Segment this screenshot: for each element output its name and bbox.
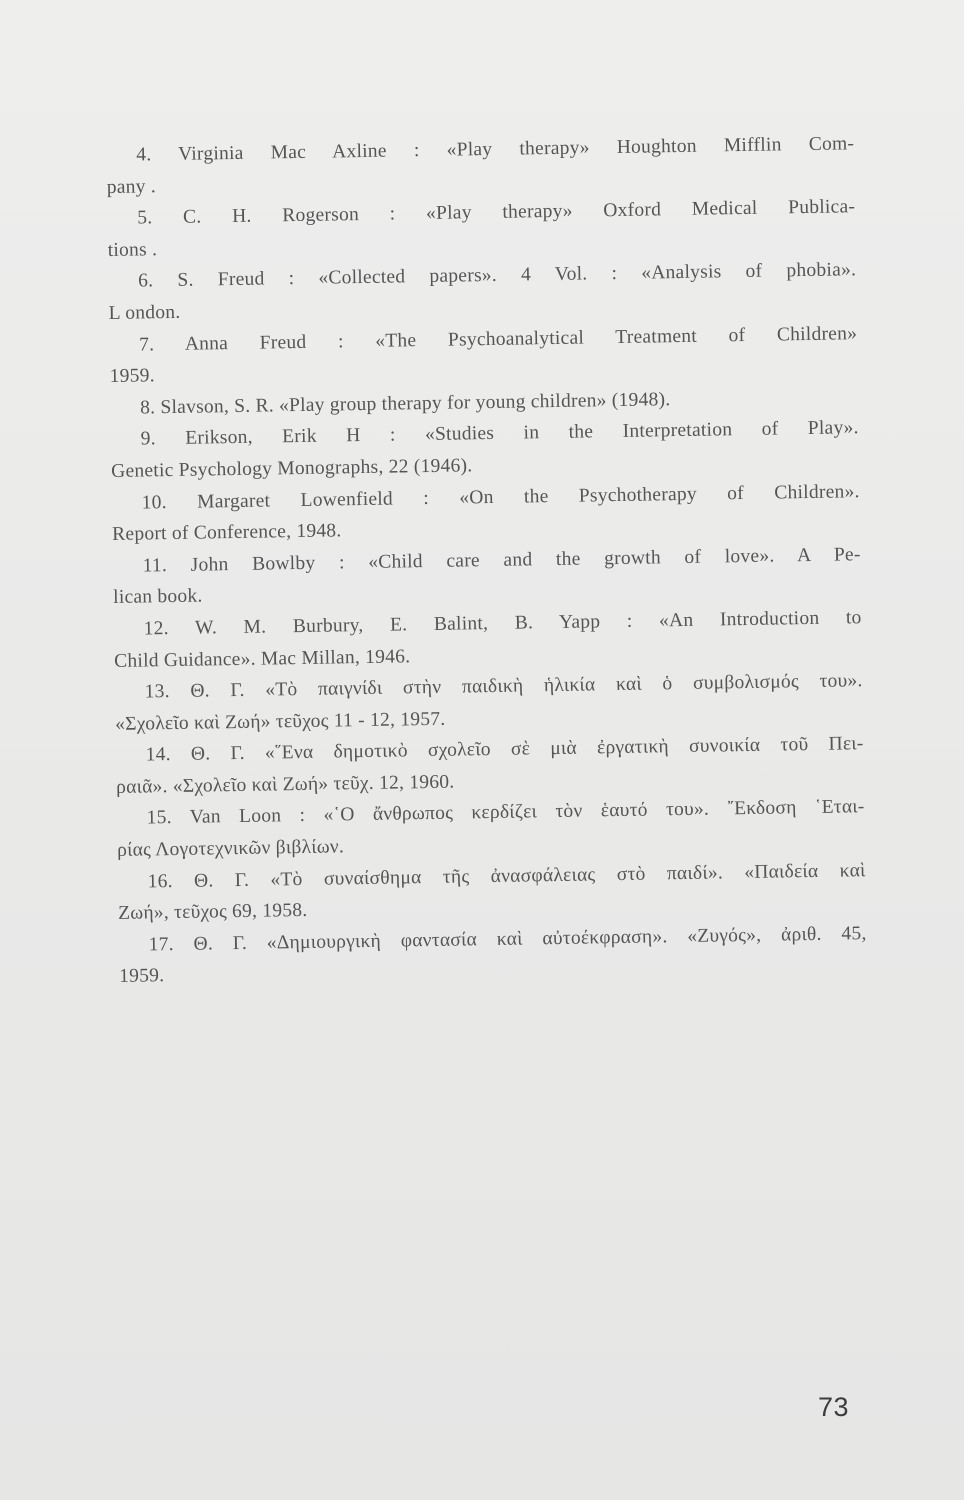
reference-number: 7. [139,333,155,356]
reference-number: 12. [143,617,169,640]
reference-line: 10. Margaret Lowenfield : «On the Psychotherapy of Children». [141,480,860,514]
reference-line: Child Guidance». Mac Millan, 1946. [114,645,411,672]
reference-item [113,602,862,677]
reference-line: 1959. [118,965,165,988]
reference-line: 14. Θ. Γ. «῞Ενα δημοτικὸ σχολεῖο σὲ μιὰ ἐργατικὴ συνοικία τοῦ Πει- [145,733,864,766]
reference-number: 5. [137,207,153,229]
reference-line: 6. S. Freud : «Collected papers». 4 Vol. : «Analysis of phobia». [138,259,857,292]
reference-item [114,665,863,740]
reference-number: 14. [145,744,171,766]
reference-list [106,128,867,993]
reference-line: Report of Conference, 1948. [112,520,342,546]
reference-item [116,792,865,867]
reference-item [107,191,856,266]
reference-line: 9. Erikson, Erik H : «Studies in the Interpretation of Play». [140,417,859,450]
reference-line: 12. W. M. Burbury, E. Balint, B. Yapp : «An Introduction to [143,607,862,640]
reference-item [117,855,866,930]
reference-line: 1959. [109,365,156,388]
reference-line: 15. Van Loon : «῾Ο ἄνθρωπος κερδίζει τὸν ἑαυτό του». ῎Εκδοση ῾Εται- [146,796,865,829]
reference-line: pany . [106,175,157,198]
reference-line: lican book. [113,585,203,609]
reference-number: 15. [146,807,172,829]
reference-line: 8. Slavson, S. R. «Play group therapy for young children» (1948). [140,388,671,419]
reference-number: 17. [148,933,174,956]
reference-line: «Σχολεῖο καὶ Ζωή» τεῦχος 11 - 12, 1957. [115,708,446,735]
reference-line: ραιᾶ». «Σχολεῖο καὶ Ζωή» τεῦχ. 12, 1960. [116,771,455,798]
reference-line: L ondon. [108,301,181,324]
reference-item [118,918,867,993]
reference-item [109,318,858,393]
reference-number: 11. [142,554,168,577]
reference-line: 5. C. H. Rogerson : «Play therapy» Oxford Medical Publica- [137,196,856,229]
reference-number: 8. [140,397,156,419]
page-number: 73 [818,1392,850,1422]
reference-number: 4. [136,144,152,166]
reference-line: Ζωή», τεῦχος 69, 1958. [117,900,308,925]
reference-line: 13. Θ. Γ. «Τὸ παιγνίδι στὴν παιδικὴ ἡλικία καὶ ὁ συμβολισμός του». [144,670,863,703]
reference-line: 16. Θ. Γ. «Τὸ συναίσθημα τῆς ἀνασφάλειας στὸ παιδί». «Παιδεία καὶ [147,859,866,893]
reference-number: 9. [140,428,156,450]
reference-number: 6. [138,270,154,292]
reference-line: 7. Anna Freud : «The Psychoanalytical Treatment of Children» [139,322,858,356]
reference-number: 13. [144,681,170,703]
reference-item [115,728,864,803]
reference-line: 17. Θ. Γ. «Δημιουργικὴ φαντασία καὶ αὐτοέκφραση». «Ζυγός», ἀριθ. 45, [148,922,867,956]
reference-line: tions . [107,238,158,261]
reference-line: ρίας Λογοτεχνικῶν βιβλίων. [116,836,345,861]
reference-item [110,413,859,488]
reference-number: 10. [141,491,167,514]
reference-item [106,128,855,203]
reference-line: 11. John Bowlby : «Child care and the growth of love». A Pe- [142,543,861,577]
reference-line: 4. Virginia Mac Axline : «Play therapy» Houghton Mifflin Com- [136,133,855,166]
reference-item [112,539,861,614]
reference-number: 16. [147,870,173,893]
reference-item [108,255,857,330]
reference-item [111,476,860,551]
reference-line: Genetic Psychology Monographs, 22 (1946). [111,455,473,482]
